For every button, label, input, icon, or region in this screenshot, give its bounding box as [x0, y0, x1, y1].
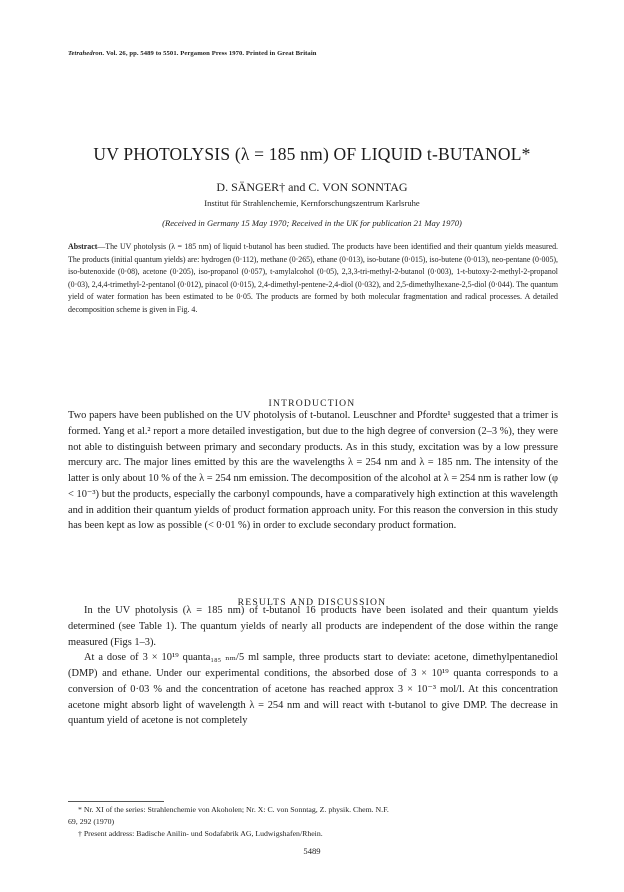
journal-name: Tetrahedron.	[68, 50, 105, 57]
abstract-text: —The UV photolysis (λ = 185 nm) of liquid t-butanol has been studied. The products have been identified and their quantum yields measured. The products (initial quantum yields) are: hydrogen (0·112), methane (0·265), ethane (0·013), iso-butane (0·015), iso-butene (0·013), neo-pentane (0·005), iso-butenoxide (0·08), acetone (0·205), iso-propanol (0·057), t-amylalcohol (0·05), 2,3,3-tri-methyl-2-butanol (0·003), 1-t-butoxy-2-methyl-2-propanol (0·03), 2,4,4-trimethyl-2-pentanol (0·012), pinacol (0·015), 2,4-dimethyl-pentene-2,4-diol (0·032), and 2,5-dimethylhexane-2,5-diol (0·044). The quantum yield of water formation has been estimated to be 0·05. The products are formed by both molecular fragmentation and radical processes. A detailed decomposition scheme is given in Fig. 4.	[68, 242, 558, 314]
footnotes-block	[68, 804, 558, 839]
article-title: UV PHOTOLYSIS (λ = 185 nm) OF LIQUID t-BUTANOL*	[93, 144, 531, 164]
received-dates: (Received in Germany 15 May 1970; Received in the UK for publication 21 May 1970)	[162, 218, 462, 228]
journal-header	[68, 50, 568, 57]
introduction-heading: INTRODUCTION	[268, 398, 356, 409]
abstract-block	[68, 241, 558, 317]
journal-details: Vol. 26, pp. 5489 to 5501. Pergamon Press 1970. Printed in Great Britain	[105, 50, 317, 57]
author-institution: Institut für Strahlenchemie, Kernforschungszentrum Karlsruhe	[204, 198, 420, 208]
introduction-paragraph: Two papers have been published on the UV photolysis of t-butanol. Leuschner and Pfordte¹ suggested that a trimer is formed. Yang et al.² report a more detailed investigation, but due to the high degree of conversion (2–3 %), they were not able to distinguish between primary and secondary products. As in this study, excitation was by a low pressure mercury arc. The major lines emitted by this are the wavelengths λ = 254 nm and λ = 185 nm. The intensity of the latter is only about 10 % of the λ = 254 nm emission. The decomposition of the alcohol at λ = 254 nm is rather low (φ < 10⁻³) but the products, especially the carbonyl compounds, have a comparatively high extinction at this wavelength and in addition their quantum yields of product formation approach unity. For this reason the conversion in this study has been kept as low as possible (< 0·01 %) in order to exclude secondary product formation.	[68, 410, 558, 532]
footnote-address: † Present address: Badische Anilin- und Sodafabrik AG, Ludwigshafen/Rhein.	[78, 828, 323, 838]
results-body	[68, 603, 558, 729]
footnote-series: * Nr. XI of the series: Strahlenchemie von Akoholen; Nr. X: C. von Sonntag, Z. physik. Chem. N.F.	[78, 805, 389, 814]
results-paragraph-1: In the UV photolysis (λ = 185 nm) of t-butanol 16 products have been isolated and their quantum yields determined (see Table 1). The quantum yields of nearly all products are independent of the dose within the range measured (Figs 1–3).	[68, 605, 558, 648]
page-number: 5489	[303, 846, 321, 856]
footnote-divider	[68, 801, 164, 802]
introduction-body	[68, 408, 558, 534]
abstract-label: Abstract	[68, 242, 98, 251]
results-paragraph-2: At a dose of 3 × 10¹⁹ quanta₁₈₅ ₙₘ/5 ml sample, three products start to deviate: acetone, dimethylpentanediol (DMP) and ethane. Under our experimental conditions, the absorbed dose of 3 × 10¹⁹ quanta corresponds to a conversion of 0·03 % and the concentration of acetone has reached approx 3 × 10⁻³ mol/l. At this concentration acetone might absorb light of wavelength λ = 254 nm and will react with t-butanol to give DMP. The decrease in quantum yield of acetone is not completely	[68, 652, 558, 727]
footnote-series-cont: 69, 292 (1970)	[68, 816, 115, 826]
article-authors: D. SÄNGER† and C. VON SONNTAG	[216, 180, 408, 194]
results-heading: RESULTS AND DISCUSSION	[237, 597, 387, 608]
